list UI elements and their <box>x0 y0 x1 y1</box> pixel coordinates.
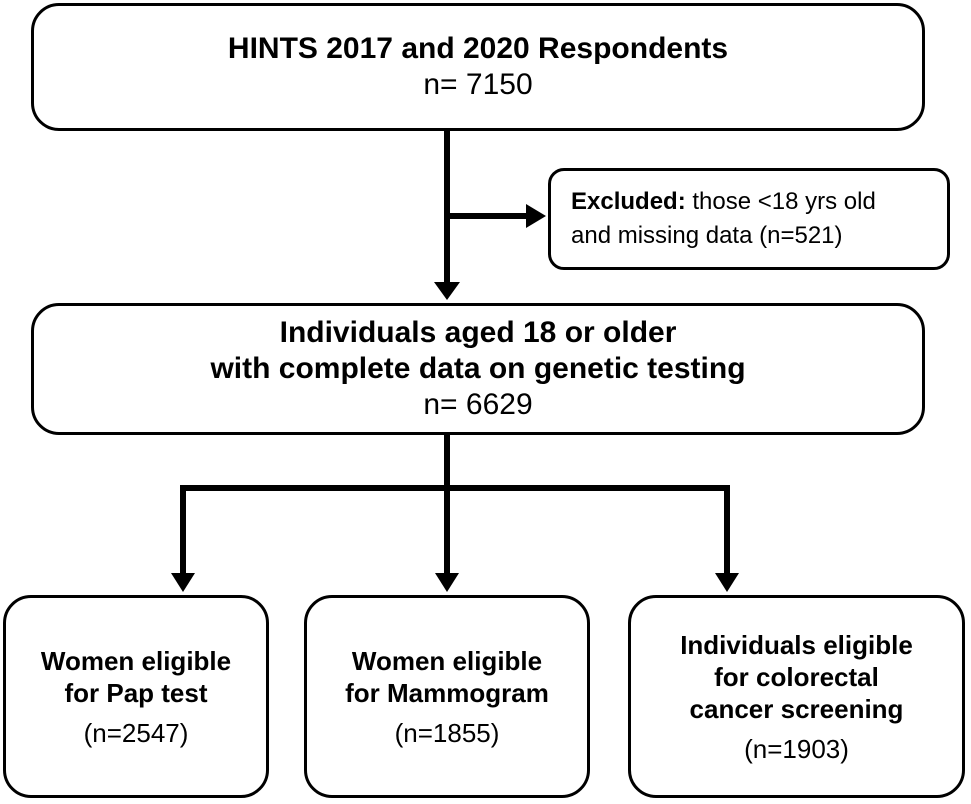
colorectal-title-line-3: cancer screening <box>689 693 904 724</box>
pap-count: (n=2547) <box>83 717 189 748</box>
eligible-count: n= 6629 <box>423 388 533 421</box>
excluded-line-1 <box>571 185 876 219</box>
mammogram-title-line-1: Women eligible <box>351 645 543 676</box>
excluded-reason-age: those <18 yrs old <box>685 188 876 215</box>
mammogram-box <box>304 595 590 798</box>
pap-title-line-2: for Pap test <box>64 677 208 708</box>
respondents-count: n= 7150 <box>423 68 533 101</box>
excluded-label: Excluded: <box>571 188 686 215</box>
pap-test-box <box>3 595 269 798</box>
respondents-title: HINTS 2017 and 2020 Respondents <box>227 32 729 65</box>
arrow-head-excluded <box>526 204 546 228</box>
respondents-box <box>31 3 925 131</box>
pap-title-line-1: Women eligible <box>40 645 232 676</box>
colorectal-count: (n=1903) <box>744 733 849 764</box>
arrow-head-colorectal <box>715 573 739 592</box>
colorectal-title-line-2: for colorectal <box>714 661 879 692</box>
colorectal-box <box>628 595 965 798</box>
mammogram-count: (n=1855) <box>394 717 500 748</box>
excluded-box <box>548 168 950 270</box>
arrow-head-pap <box>171 573 195 592</box>
eligible-population-box <box>31 303 925 435</box>
eligible-title-line-2: with complete data on genetic testing <box>210 352 746 385</box>
excluded-line-2: and missing data (n=521) <box>571 222 843 249</box>
arrow-head-mammogram <box>435 573 459 592</box>
mammogram-title-line-2: for Mammogram <box>345 677 549 708</box>
colorectal-title-line-1: Individuals eligible <box>680 629 913 660</box>
eligible-title-line-1: Individuals aged 18 or older <box>279 316 677 349</box>
arrow-head-middle <box>434 282 460 300</box>
